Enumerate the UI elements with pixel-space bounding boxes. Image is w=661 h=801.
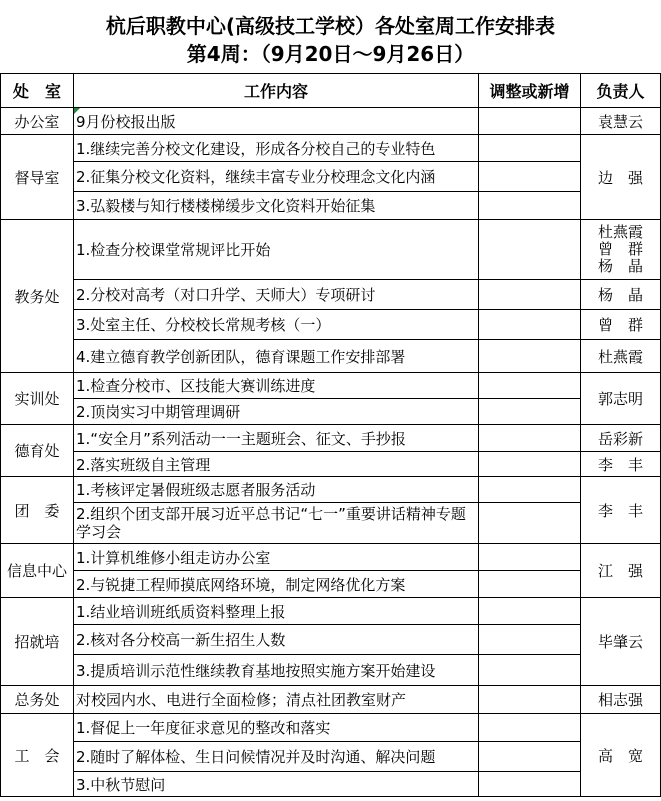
person-cell[interactable]: 曾 群 bbox=[581, 310, 661, 340]
dept-cell[interactable]: 实训处 bbox=[1, 373, 74, 425]
dept-cell[interactable]: 招就培 bbox=[1, 598, 74, 686]
table-row bbox=[1, 310, 661, 340]
content-cell[interactable]: 2.核对各分校高一新生招生人数 bbox=[74, 625, 479, 655]
content-cell[interactable]: 1.继续完善分校文化建设，形成各分校自己的专业特色 bbox=[74, 135, 479, 162]
content-cell[interactable]: 3.提质培训示范性继续教育基地按照实施方案开始建设 bbox=[74, 655, 479, 686]
table-row bbox=[1, 280, 661, 310]
adjust-cell[interactable] bbox=[479, 598, 581, 625]
person-cell[interactable]: 相志强 bbox=[581, 686, 661, 714]
dept-cell[interactable]: 教务处 bbox=[1, 220, 74, 373]
sheet-title: 杭后职教中心(高级技工学校）各处室周工作安排表 bbox=[105, 14, 556, 38]
content-cell[interactable]: 1.结业培训班纸质资料整理上报 bbox=[74, 598, 479, 625]
person-cell[interactable]: 郭志明 bbox=[581, 373, 661, 425]
table-row bbox=[1, 598, 661, 625]
table-row bbox=[1, 192, 661, 220]
adjust-cell[interactable] bbox=[479, 625, 581, 655]
person-cell[interactable]: 杜燕霞 bbox=[581, 340, 661, 373]
table-row bbox=[1, 544, 661, 571]
adjust-cell[interactable] bbox=[479, 477, 581, 503]
content-cell[interactable]: 1.督促上一年度征求意见的整改和落实 bbox=[74, 714, 479, 742]
table-row bbox=[1, 340, 661, 373]
dept-cell[interactable]: 督导室 bbox=[1, 135, 74, 220]
content-cell[interactable]: 2.与锐捷工程师摸底网络环境，制定网络优化方案 bbox=[74, 571, 479, 598]
adjust-cell[interactable] bbox=[479, 452, 581, 477]
dept-cell[interactable]: 工 会 bbox=[1, 714, 74, 797]
adjust-cell[interactable] bbox=[479, 192, 581, 220]
person-cell[interactable]: 高 宽 bbox=[581, 714, 661, 797]
dept-cell[interactable]: 信息中心 bbox=[1, 544, 74, 598]
content-cell[interactable]: 2.落实班级自主管理 bbox=[74, 452, 479, 477]
table-row bbox=[1, 772, 661, 797]
dept-cell[interactable]: 团 委 bbox=[1, 477, 74, 544]
table-row bbox=[1, 686, 661, 714]
person-cell[interactable]: 李 丰 bbox=[581, 452, 661, 477]
person-cell[interactable]: 边 强 bbox=[581, 135, 661, 220]
person-cell[interactable]: 杨 晶 bbox=[581, 280, 661, 310]
table-row bbox=[1, 108, 661, 135]
adjust-cell[interactable] bbox=[479, 742, 581, 772]
content-cell[interactable]: 2.组织个团支部开展习近平总书记“七一”重要讲话精神专题学习会 bbox=[74, 503, 479, 544]
content-cell[interactable]: 1.检查分校市、区技能大赛训练进度 bbox=[74, 373, 479, 399]
person-name: 曾 群 bbox=[597, 240, 643, 258]
adjust-cell[interactable] bbox=[479, 340, 581, 373]
col-header-adjust: 调整或新增 bbox=[479, 74, 581, 108]
content-cell[interactable]: 4.建立德育教学创新团队，德育课题工作安排部署 bbox=[74, 340, 479, 373]
content-cell[interactable]: 3.中秋节慰问 bbox=[74, 772, 479, 797]
col-header-content: 工作内容 bbox=[74, 74, 479, 108]
table-row bbox=[1, 742, 661, 772]
adjust-cell[interactable] bbox=[479, 772, 581, 797]
adjust-cell[interactable] bbox=[479, 108, 581, 135]
table-row bbox=[1, 425, 661, 452]
person-cell[interactable]: 毕肇云 bbox=[581, 598, 661, 686]
person-cell[interactable]: 江 强 bbox=[581, 544, 661, 598]
table-row bbox=[1, 477, 661, 503]
col-header-dept: 处 室 bbox=[1, 74, 74, 108]
person-name: 杜燕霞 bbox=[597, 223, 643, 241]
table-row bbox=[1, 571, 661, 598]
content-cell[interactable]: 3.处室主任、分校校长常规考核（一） bbox=[74, 310, 479, 340]
adjust-cell[interactable] bbox=[479, 571, 581, 598]
table-row bbox=[1, 399, 661, 425]
adjust-cell[interactable] bbox=[479, 280, 581, 310]
adjust-cell[interactable] bbox=[479, 135, 581, 162]
adjust-cell[interactable] bbox=[479, 655, 581, 686]
adjust-cell[interactable] bbox=[479, 373, 581, 399]
adjust-cell[interactable] bbox=[479, 544, 581, 571]
table-row bbox=[1, 452, 661, 477]
person-cell[interactable] bbox=[581, 220, 661, 280]
table-row bbox=[1, 714, 661, 742]
content-cell[interactable]: 对校园内水、电进行全面检修；清点社团教室财产 bbox=[74, 686, 479, 714]
adjust-cell[interactable] bbox=[479, 503, 581, 544]
person-cell[interactable]: 岳彩新 bbox=[581, 425, 661, 452]
adjust-cell[interactable] bbox=[479, 425, 581, 452]
adjust-cell[interactable] bbox=[479, 714, 581, 742]
col-header-person: 负责人 bbox=[581, 74, 661, 108]
adjust-cell[interactable] bbox=[479, 686, 581, 714]
table-row bbox=[1, 373, 661, 399]
table-row bbox=[1, 625, 661, 655]
table-row bbox=[1, 503, 661, 544]
content-cell[interactable]: 2.随时了解体检、生日问候情况并及时沟通、解决问题 bbox=[74, 742, 479, 772]
person-cell[interactable]: 李 丰 bbox=[581, 477, 661, 544]
table-row bbox=[1, 162, 661, 192]
week-range-title: 第4周：（9月20日～9月26日） bbox=[186, 42, 475, 66]
dept-cell[interactable]: 办公室 bbox=[1, 108, 74, 135]
adjust-cell[interactable] bbox=[479, 162, 581, 192]
dept-cell[interactable]: 总务处 bbox=[1, 686, 74, 714]
content-cell[interactable]: 1.检查分校课堂常规评比开始 bbox=[74, 220, 479, 280]
content-cell[interactable]: 3.弘毅楼与知行楼楼梯缓步文化资料开始征集 bbox=[74, 192, 479, 220]
person-cell[interactable]: 袁慧云 bbox=[581, 108, 661, 135]
schedule-table bbox=[0, 73, 661, 797]
table-row bbox=[1, 135, 661, 162]
adjust-cell[interactable] bbox=[479, 399, 581, 425]
content-cell[interactable]: 2.顶岗实习中期管理调研 bbox=[74, 399, 479, 425]
table-row bbox=[1, 220, 661, 280]
person-name: 杨 晶 bbox=[597, 257, 643, 275]
table-row bbox=[1, 655, 661, 686]
content-cell[interactable]: 2.分校对高考（对口升学、天师大）专项研讨 bbox=[74, 280, 479, 310]
dept-cell[interactable]: 德育处 bbox=[1, 425, 74, 477]
content-cell[interactable]: 1.“安全月”系列活动一一主题班会、征文、手抄报 bbox=[74, 425, 479, 452]
content-cell[interactable]: 1.考核评定暑假班级志愿者服务活动 bbox=[74, 477, 479, 503]
adjust-cell[interactable] bbox=[479, 310, 581, 340]
content-cell[interactable]: 1.计算机维修小组走访办公室 bbox=[74, 544, 479, 571]
content-cell[interactable]: 9月份校报出版 bbox=[74, 108, 479, 135]
header-row bbox=[1, 74, 661, 108]
adjust-cell[interactable] bbox=[479, 220, 581, 280]
content-cell[interactable]: 2.征集分校文化资料，继续丰富专业分校理念文化内涵 bbox=[74, 162, 479, 192]
